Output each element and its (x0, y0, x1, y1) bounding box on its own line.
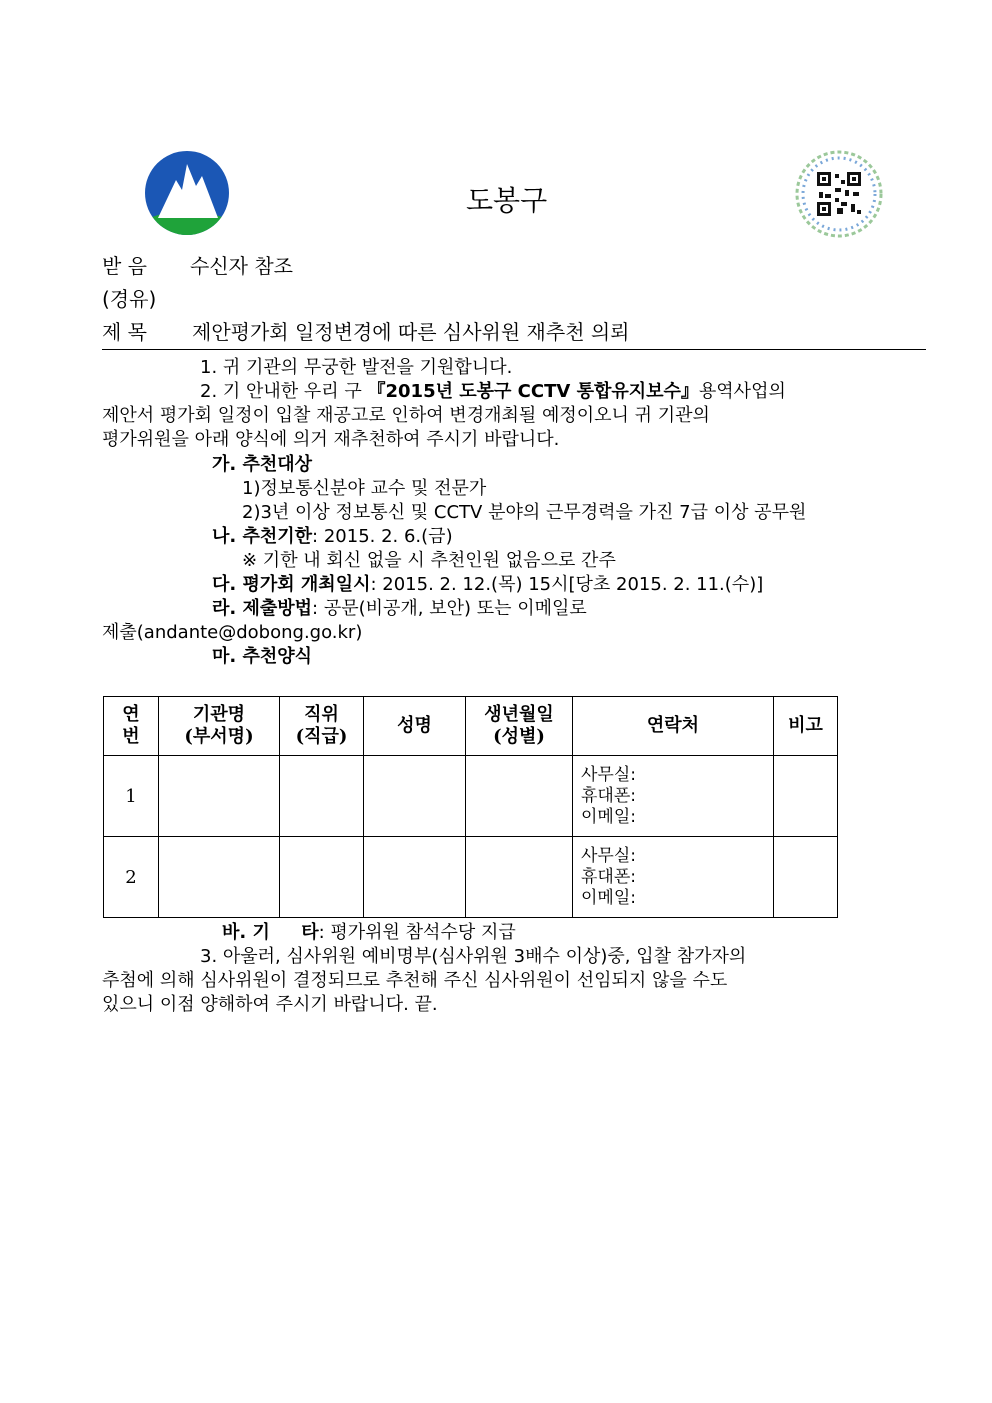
paragraph-2-prefix: 2. 기 안내한 우리 구 (200, 381, 368, 402)
table-header-row (104, 697, 838, 756)
section-ga-label: 가. 추천대상 (212, 454, 313, 475)
organization-title: 도봉구 (466, 184, 548, 217)
paragraph-2-line-3: 평가위원을 아래 양식에 의거 재추천하여 주시기 바랍니다. (102, 429, 560, 450)
section-ma-label: 마. 추천양식 (212, 646, 313, 667)
section-ra-line-2: 제출(andante@dobong.go.kr) (102, 622, 363, 643)
organization-cell (159, 837, 280, 918)
recipient-label: 받 음 (102, 254, 147, 278)
section-ba-label: 바. 기 타 (222, 922, 319, 943)
section-ga-item-1: 1)정보통신분야 교수 및 전문가 (242, 478, 487, 499)
subject-value: 제안평가회 일정변경에 따른 심사위원 재추천 의뢰 (192, 320, 630, 344)
dobong-logo-icon (144, 150, 230, 236)
section-na-note: ※ 기한 내 회신 없을 시 추천인원 없음으로 간주 (242, 550, 616, 571)
section-da (212, 573, 763, 597)
contact-cell (573, 837, 774, 918)
via-label: (경유) (102, 287, 157, 311)
office-label: 사무실: (581, 764, 636, 785)
table-row (104, 756, 838, 837)
note-cell (774, 756, 838, 837)
birthdate-cell (466, 837, 573, 918)
birthdate-cell (466, 756, 573, 837)
header-contact: 연락처 (573, 697, 774, 756)
section-ra-value: : 공문(비공개, 보안) 또는 이메일로 (312, 598, 587, 619)
header-position: 직위 (직급) (280, 697, 364, 756)
recommendation-table (103, 696, 838, 918)
note-cell (774, 837, 838, 918)
paragraph-3-line-2: 추첨에 의해 심사위원이 결정되므로 추천해 주신 심사위원이 선임되지 않을 수도 (102, 970, 728, 991)
section-ba-value: : 평가위원 참석수당 지급 (318, 922, 516, 943)
email-label: 이메일: (581, 806, 636, 827)
section-na-value: : 2015. 2. 6.(금) (312, 526, 453, 547)
header-note: 비고 (774, 697, 838, 756)
position-cell (280, 837, 364, 918)
project-title: 『2015년 도봉구 CCTV 통합유지보수』 (367, 381, 699, 402)
organization-cell (159, 756, 280, 837)
contact-cell (573, 756, 774, 837)
header-organization: 기관명 (부서명) (159, 697, 280, 756)
section-na (212, 525, 453, 549)
mobile-label: 휴대폰: (581, 866, 636, 887)
table-row (104, 837, 838, 918)
qr-code-icon (795, 150, 883, 238)
section-na-label: 나. 추천기한 (212, 526, 313, 547)
paragraph-3-line-1: 3. 아울러, 심사위원 예비명부(심사위원 3배수 이상)중, 입찰 참가자의 (200, 946, 747, 967)
email-label: 이메일: (581, 887, 636, 908)
section-ga-item-2: 2)3년 이상 정보통신 및 CCTV 분야의 근무경력을 가진 7급 이상 공무원 (242, 502, 807, 523)
section-ba (222, 921, 516, 945)
paragraph-2-suffix: 용역사업의 (698, 381, 786, 402)
section-da-value: : 2015. 2. 12.(목) 15시[당초 2015. 2. 11.(수)] (370, 574, 764, 595)
header-divider (102, 349, 926, 350)
row-number: 1 (104, 756, 159, 837)
name-cell (364, 837, 466, 918)
position-cell (280, 756, 364, 837)
paragraph-2-line-2: 제안서 평가회 일정이 입찰 재공고로 인하여 변경개최될 예정이오니 귀 기관의 (102, 405, 710, 426)
row-number: 2 (104, 837, 159, 918)
section-da-label: 다. 평가회 개최일시 (212, 574, 371, 595)
recipient-value: 수신자 참조 (190, 254, 293, 278)
subject-label: 제 목 (102, 320, 147, 344)
section-ra (212, 597, 587, 621)
mobile-label: 휴대폰: (581, 785, 636, 806)
paragraph-1: 1. 귀 기관의 무궁한 발전을 기원합니다. (200, 357, 513, 378)
header-name: 성명 (364, 697, 466, 756)
section-ra-label: 라. 제출방법 (212, 598, 313, 619)
office-label: 사무실: (581, 845, 636, 866)
header-no: 연 번 (104, 697, 159, 756)
name-cell (364, 756, 466, 837)
paragraph-3-line-3: 있으니 이점 양해하여 주시기 바랍니다. 끝. (102, 994, 438, 1015)
paragraph-2-line-1 (200, 380, 786, 404)
header-birthdate: 생년월일 (성별) (466, 697, 573, 756)
